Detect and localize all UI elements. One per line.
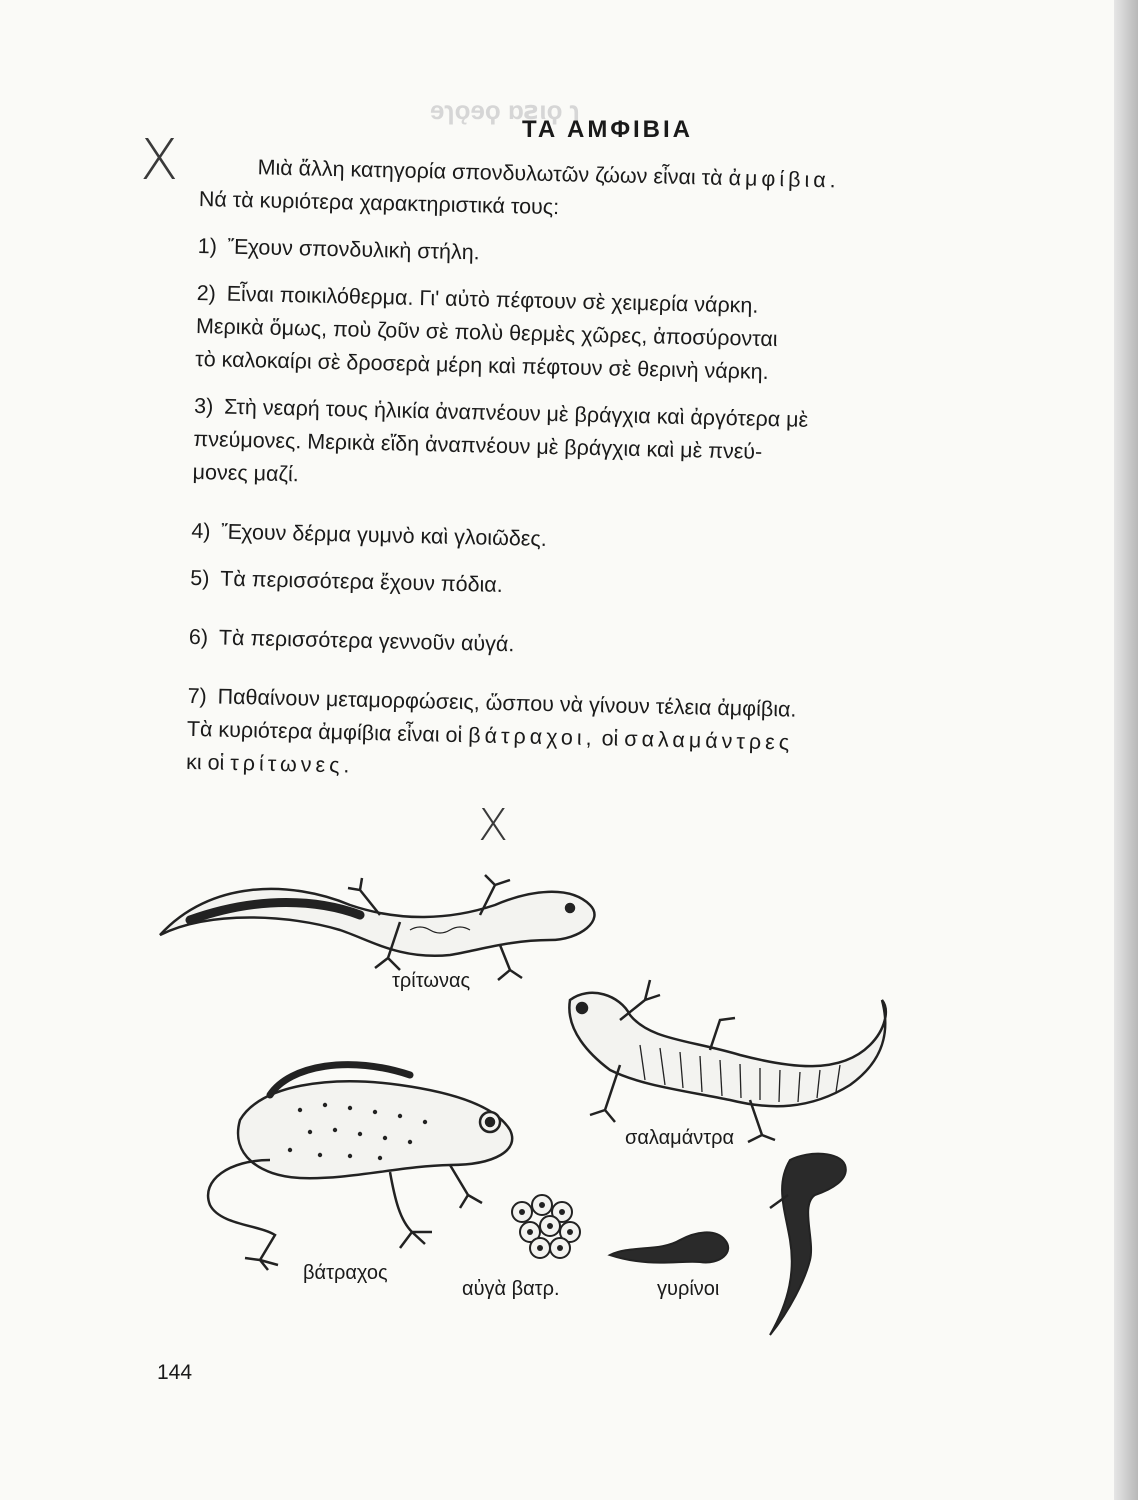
term-amphibians: ἀμφίβια. <box>728 166 840 193</box>
conclusion-line-2: κι οἱ τρίτωνες. <box>185 749 354 778</box>
list-item: 7) Παθαίνουν μεταμορφώσεις, ὥσπου νὰ γίνουν τέλεια ἀμφίβια. <box>187 683 797 722</box>
triton-drawing <box>160 875 594 980</box>
tadpoles-drawing <box>610 1154 846 1335</box>
term-salamanders: σαλαμάντρες <box>624 726 794 755</box>
label-frog: βάτραχος <box>303 1262 388 1284</box>
salamander-drawing <box>569 980 885 1142</box>
page-edge <box>1114 0 1138 1500</box>
term-frogs: βάτραχοι, <box>468 723 596 751</box>
list-item: 6) Τὰ περισσότερα γεννοῦν αὐγά. <box>188 624 515 657</box>
list-item: 3) Στὴ νεαρή τους ἡλικία ἀναπνέουν μὲ βράγχια καὶ ἀργότερα μὲ πνεύμονες. Μερικὰ εἴδη ἀναπνέουν μὲ βράγχια καὶ μὲ πνεύ- μονες μαζί. <box>192 393 809 487</box>
label-frog-eggs: αὐγὰ βατρ. <box>462 1278 560 1300</box>
frog-drawing <box>208 1065 512 1270</box>
bleed-through: ɘɿǫɘϙ ɒꙅιϙ ɿ <box>430 95 580 125</box>
page-number: 144 <box>157 1361 193 1384</box>
intro-line-1: Μιὰ ἄλλη κατηγορία σπονδυλωτῶν ζώων εἶναι τὰ ἀμφίβια. <box>257 155 840 193</box>
label-salamander: σαλαμάντρα <box>625 1127 735 1149</box>
list-item: 4) Ἔχουν δέρμα γυμνὸ καὶ γλοιῶδες. <box>191 518 548 551</box>
list-item: 5) Τὰ περισσότερα ἔχουν πόδια. <box>190 565 504 597</box>
intro-line-2: Νά τὰ κυριότερα χαρακτηριστικά τους: <box>198 186 560 220</box>
amphibians-illustration <box>150 860 890 1350</box>
term-tritons: τρίτωνες. <box>230 750 354 778</box>
main-text <box>186 150 1040 798</box>
frog-eggs-drawing <box>512 1195 580 1258</box>
cross-mark-left: X <box>140 128 179 193</box>
list-item: 1) Ἔχουν σπονδυλικὴ στήλη. <box>197 233 480 265</box>
cross-mark-middle: X <box>478 800 509 851</box>
list-item: 2) Εἶναι ποικιλόθερμα. Γι' αὐτὸ πέφτουν σὲ χειμερία νάρκη. Μερικὰ ὅμως, ποὺ ζοῦν σὲ πολὺ θερμὲς χῶρες, ἀποσύρονται τὸ καλοκαίρι σὲ δροσερὰ μέρη καὶ πέφτουν σὲ θερινὴ νάρκη. <box>194 280 778 384</box>
page-title: ΤΑ ΑΜΦΙΒΙΑ <box>522 116 694 144</box>
conclusion-line-1: Τὰ κυριότερα ἀμφίβια εἶναι οἱ βάτραχοι, οἱ σαλαμάντρες <box>186 716 794 755</box>
label-tadpoles: γυρίνοι <box>657 1278 720 1300</box>
label-triton: τρίτωνας <box>392 970 471 992</box>
